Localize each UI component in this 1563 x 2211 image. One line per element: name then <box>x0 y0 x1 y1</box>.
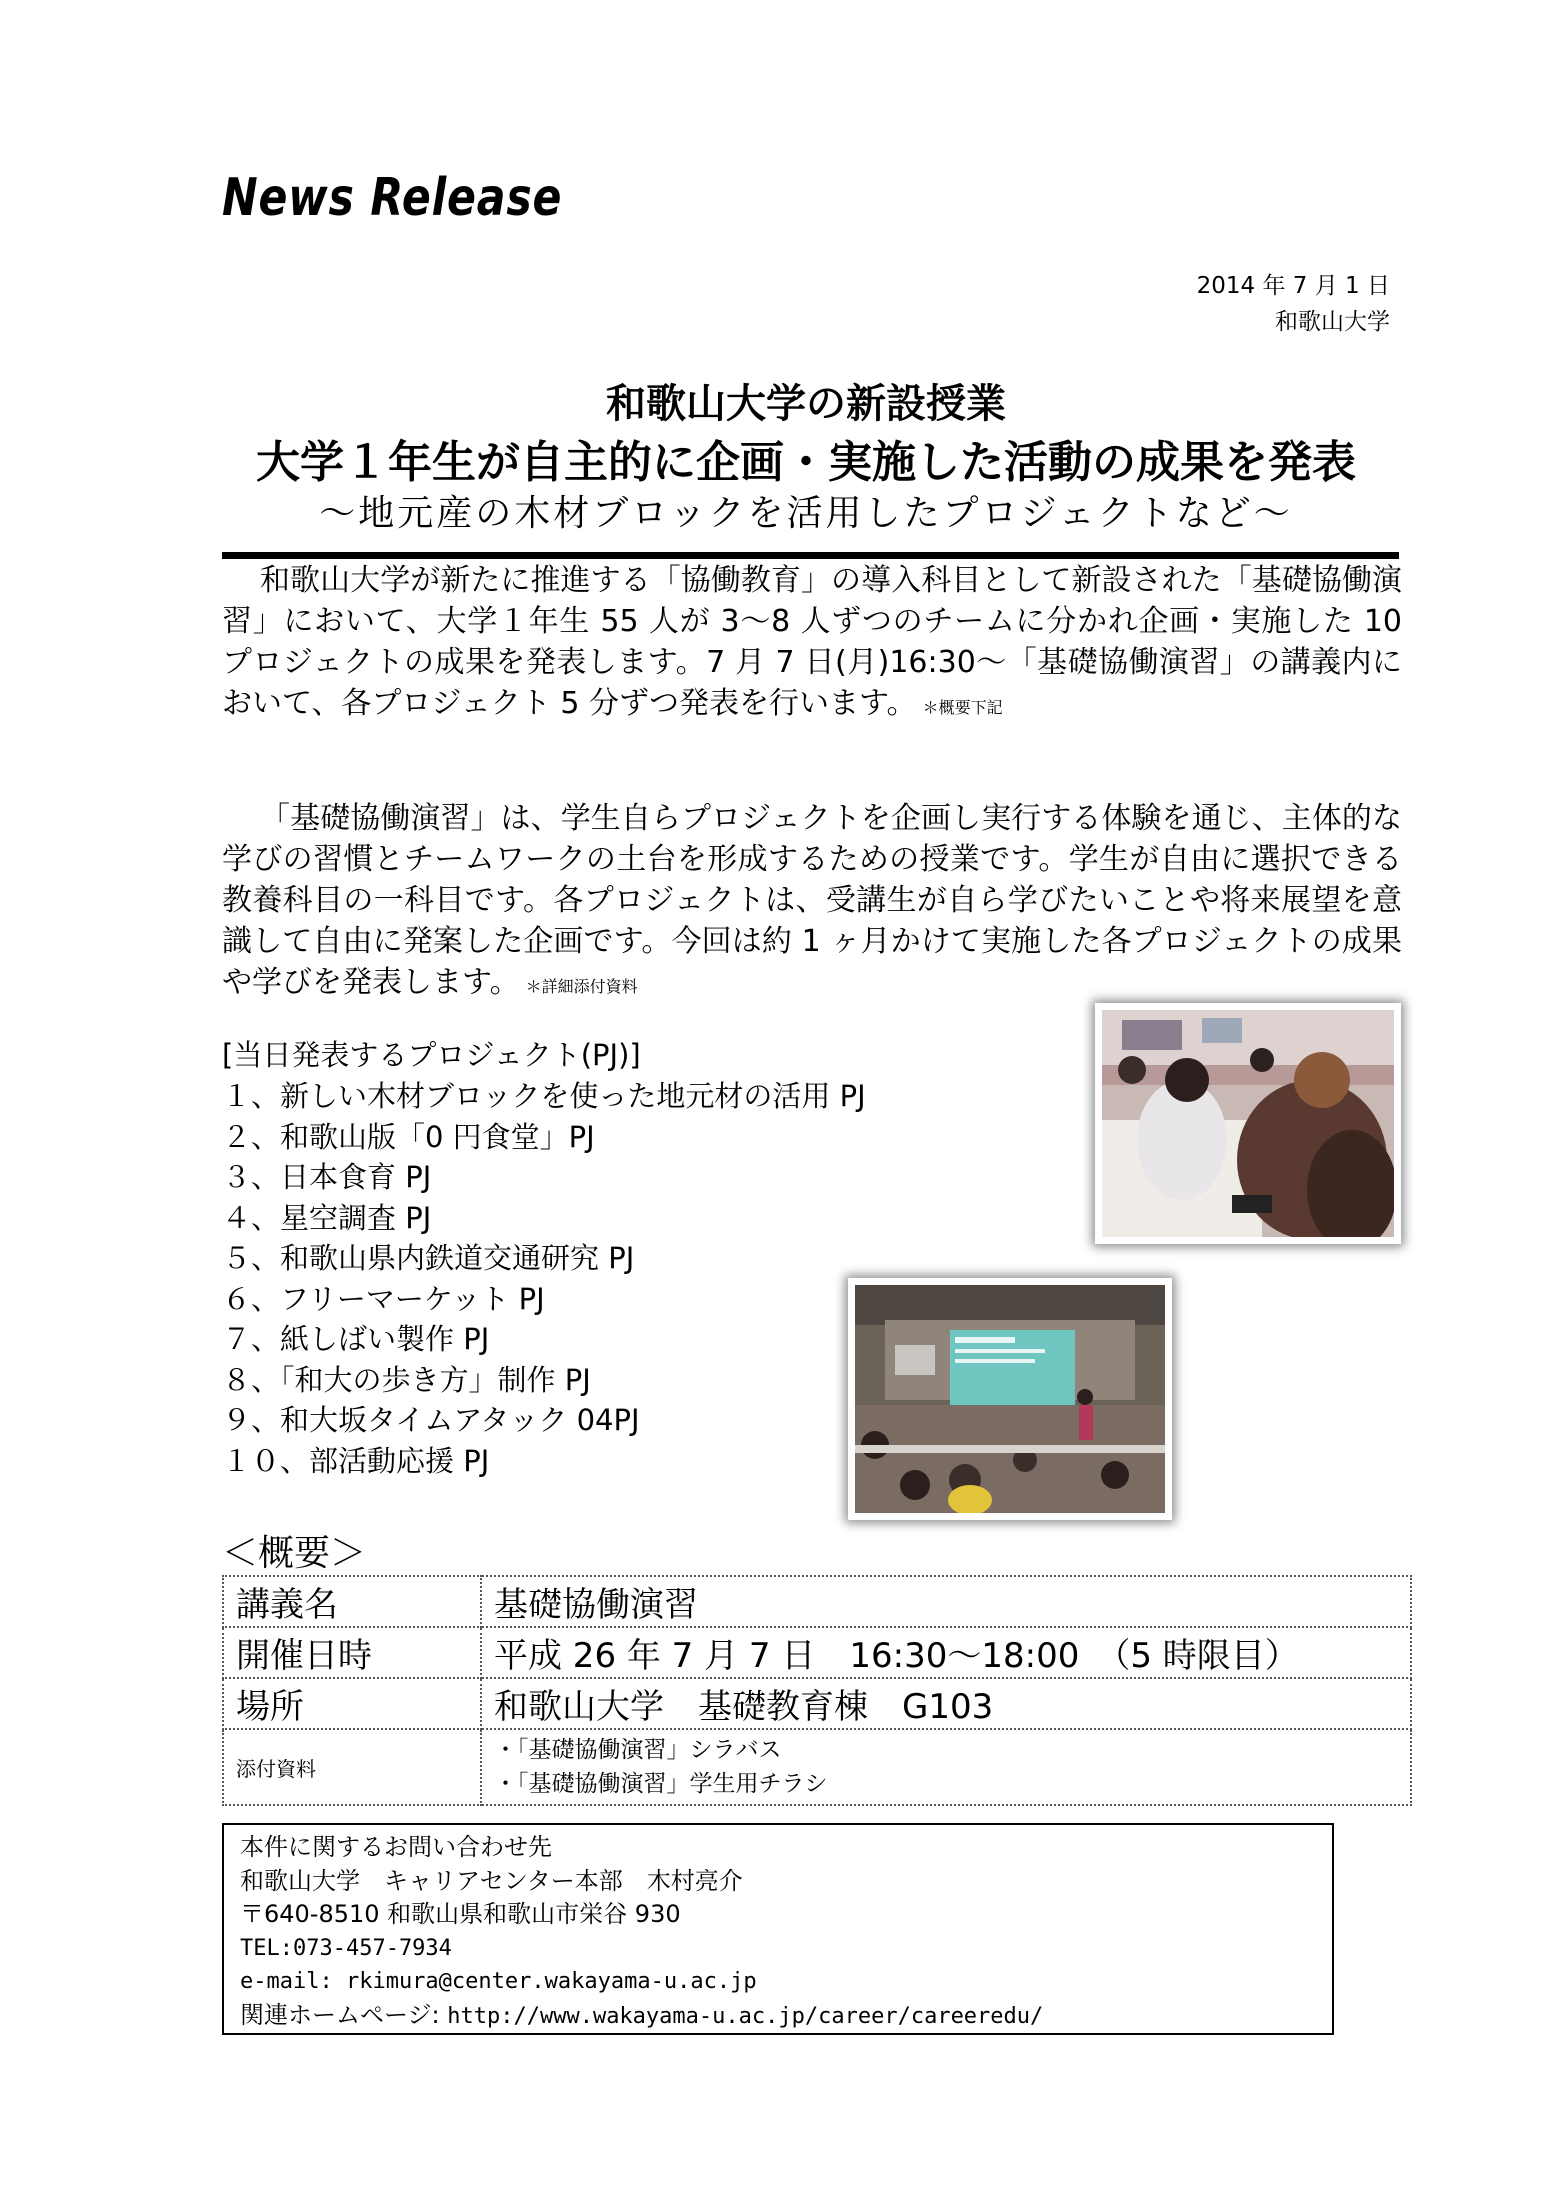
overview-heading: ＜概要＞ <box>222 1533 367 1574</box>
contact-box <box>222 1823 1334 2035</box>
table-row <box>223 1627 1411 1678</box>
note-attachment: ＊詳細添付資料 <box>525 977 638 996</box>
paragraph-course <box>222 798 1402 1007</box>
web-label: 関連ホームページ: <box>240 2000 440 2029</box>
project-list <box>222 1076 866 1481</box>
table-cell-key: 場所 <box>223 1678 481 1729</box>
table-cell-value: 平成 26 年 7 月 7 日 16:30～18:00 （5 時限目） <box>481 1627 1411 1678</box>
lecture-hall-photo <box>848 1278 1172 1520</box>
classroom-photo-students <box>1095 1003 1401 1244</box>
attachment-flyer: ・「基礎協働演習」学生用チラシ <box>494 1771 828 1797</box>
contact-web <box>240 1999 1316 2034</box>
list-item: ７、紙しばい製作 PJ <box>222 1322 490 1356</box>
table-cell-value <box>481 1729 1411 1805</box>
note-overview: ＊概要下記 <box>922 698 1003 717</box>
table-row <box>223 1729 1411 1805</box>
list-item: ８、「和大の歩き方」制作 PJ <box>222 1362 591 1397</box>
contact-person: 和歌山大学 キャリアセンター本部 木村亮介 <box>240 1866 743 1895</box>
paragraph-course-text: 「基礎協働演習」は、学生自らプロジェクトを企画し実行する体験を通じ、主体的な学びの習慣とチームワークの土台を形成するための授業です。学生が自由に選択できる教養科目の一科目です。各プロジェクトは、受講生が自ら学びたいことや将来展望を意識して自由に発案した企画です。今回は約 1 ヶ月かけて実施した各プロジェクトの成果や学びを発表します。 <box>222 801 1402 1000</box>
list-item: ２、和歌山版「0 円食堂」PJ <box>222 1119 595 1154</box>
list-item: ９、和大坂タイムアタック 04PJ <box>222 1403 640 1437</box>
table-cell-key: 添付資料 <box>223 1729 481 1805</box>
table-cell-value: 和歌山大学 基礎教育棟 G103 <box>481 1678 1411 1729</box>
news-release-label: News Release <box>222 168 563 228</box>
list-item: ４、星空調査 PJ <box>222 1200 432 1235</box>
table-row <box>223 1576 1411 1627</box>
title-divider <box>222 552 1399 559</box>
contact-tel: TEL:073-457-7934 <box>240 1935 452 1961</box>
contact-email[interactable]: e-mail: rkimura@center.wakayama-u.ac.jp <box>240 1969 757 1994</box>
list-item: ５、和歌山県内鉄道交通研究 PJ <box>222 1241 635 1275</box>
title-line-2: 大学１年生が自主的に企画・実施した活動の成果を発表 <box>256 437 1356 488</box>
web-link[interactable]: http://www.wakayama-u.ac.jp/career/careeredu/ <box>447 2003 1044 2029</box>
release-date: 2014 年 7 月 1 日 <box>1196 273 1390 299</box>
attachment-syllabus: ・「基礎協働演習」シラバス <box>494 1737 782 1763</box>
list-item: １、新しい木材ブロックを使った地元材の活用 PJ <box>222 1079 866 1113</box>
paragraph-intro <box>222 560 1402 728</box>
table-cell-key: 講義名 <box>223 1576 481 1627</box>
lecture-hall-photo-image <box>855 1285 1165 1513</box>
date-block <box>1197 268 1390 340</box>
title-line-1: 和歌山大学の新設授業 <box>606 381 1006 427</box>
issuing-org: 和歌山大学 <box>1275 309 1390 335</box>
list-item: １０、部活動応援 PJ <box>222 1443 490 1478</box>
list-item: ３、日本食育 PJ <box>222 1160 432 1194</box>
contact-address: 〒640-8510 和歌山県和歌山市栄谷 930 <box>240 1900 681 1928</box>
contact-title: 本件に関するお問い合わせ先 <box>240 1833 552 1861</box>
overview-table <box>222 1575 1412 1806</box>
table-row <box>223 1678 1411 1729</box>
classroom-photo-students-image <box>1102 1010 1394 1237</box>
table-cell-key: 開催日時 <box>223 1627 481 1678</box>
subtitle: ～地元産の木材ブロックを活用したプロジェクトなど～ <box>319 493 1293 534</box>
list-item: ６、フリーマーケット PJ <box>222 1281 545 1316</box>
table-cell-value: 基礎協働演習 <box>481 1576 1411 1627</box>
paragraph-intro-text: 和歌山大学が新たに推進する「協働教育」の導入科目として新設された「基礎協働演習」において、大学１年生 55 人が 3～8 人ずつのチームに分かれ企画・実施した 10 プロジェクトの成果を発表します。7 月 7 日(月)16:30～「基礎協働演習」の講義内において、各プロジェクト 5 分ずつ発表を行います。 <box>222 563 1402 721</box>
project-list-heading: [当日発表するプロジェクト(PJ)] <box>222 1038 641 1072</box>
